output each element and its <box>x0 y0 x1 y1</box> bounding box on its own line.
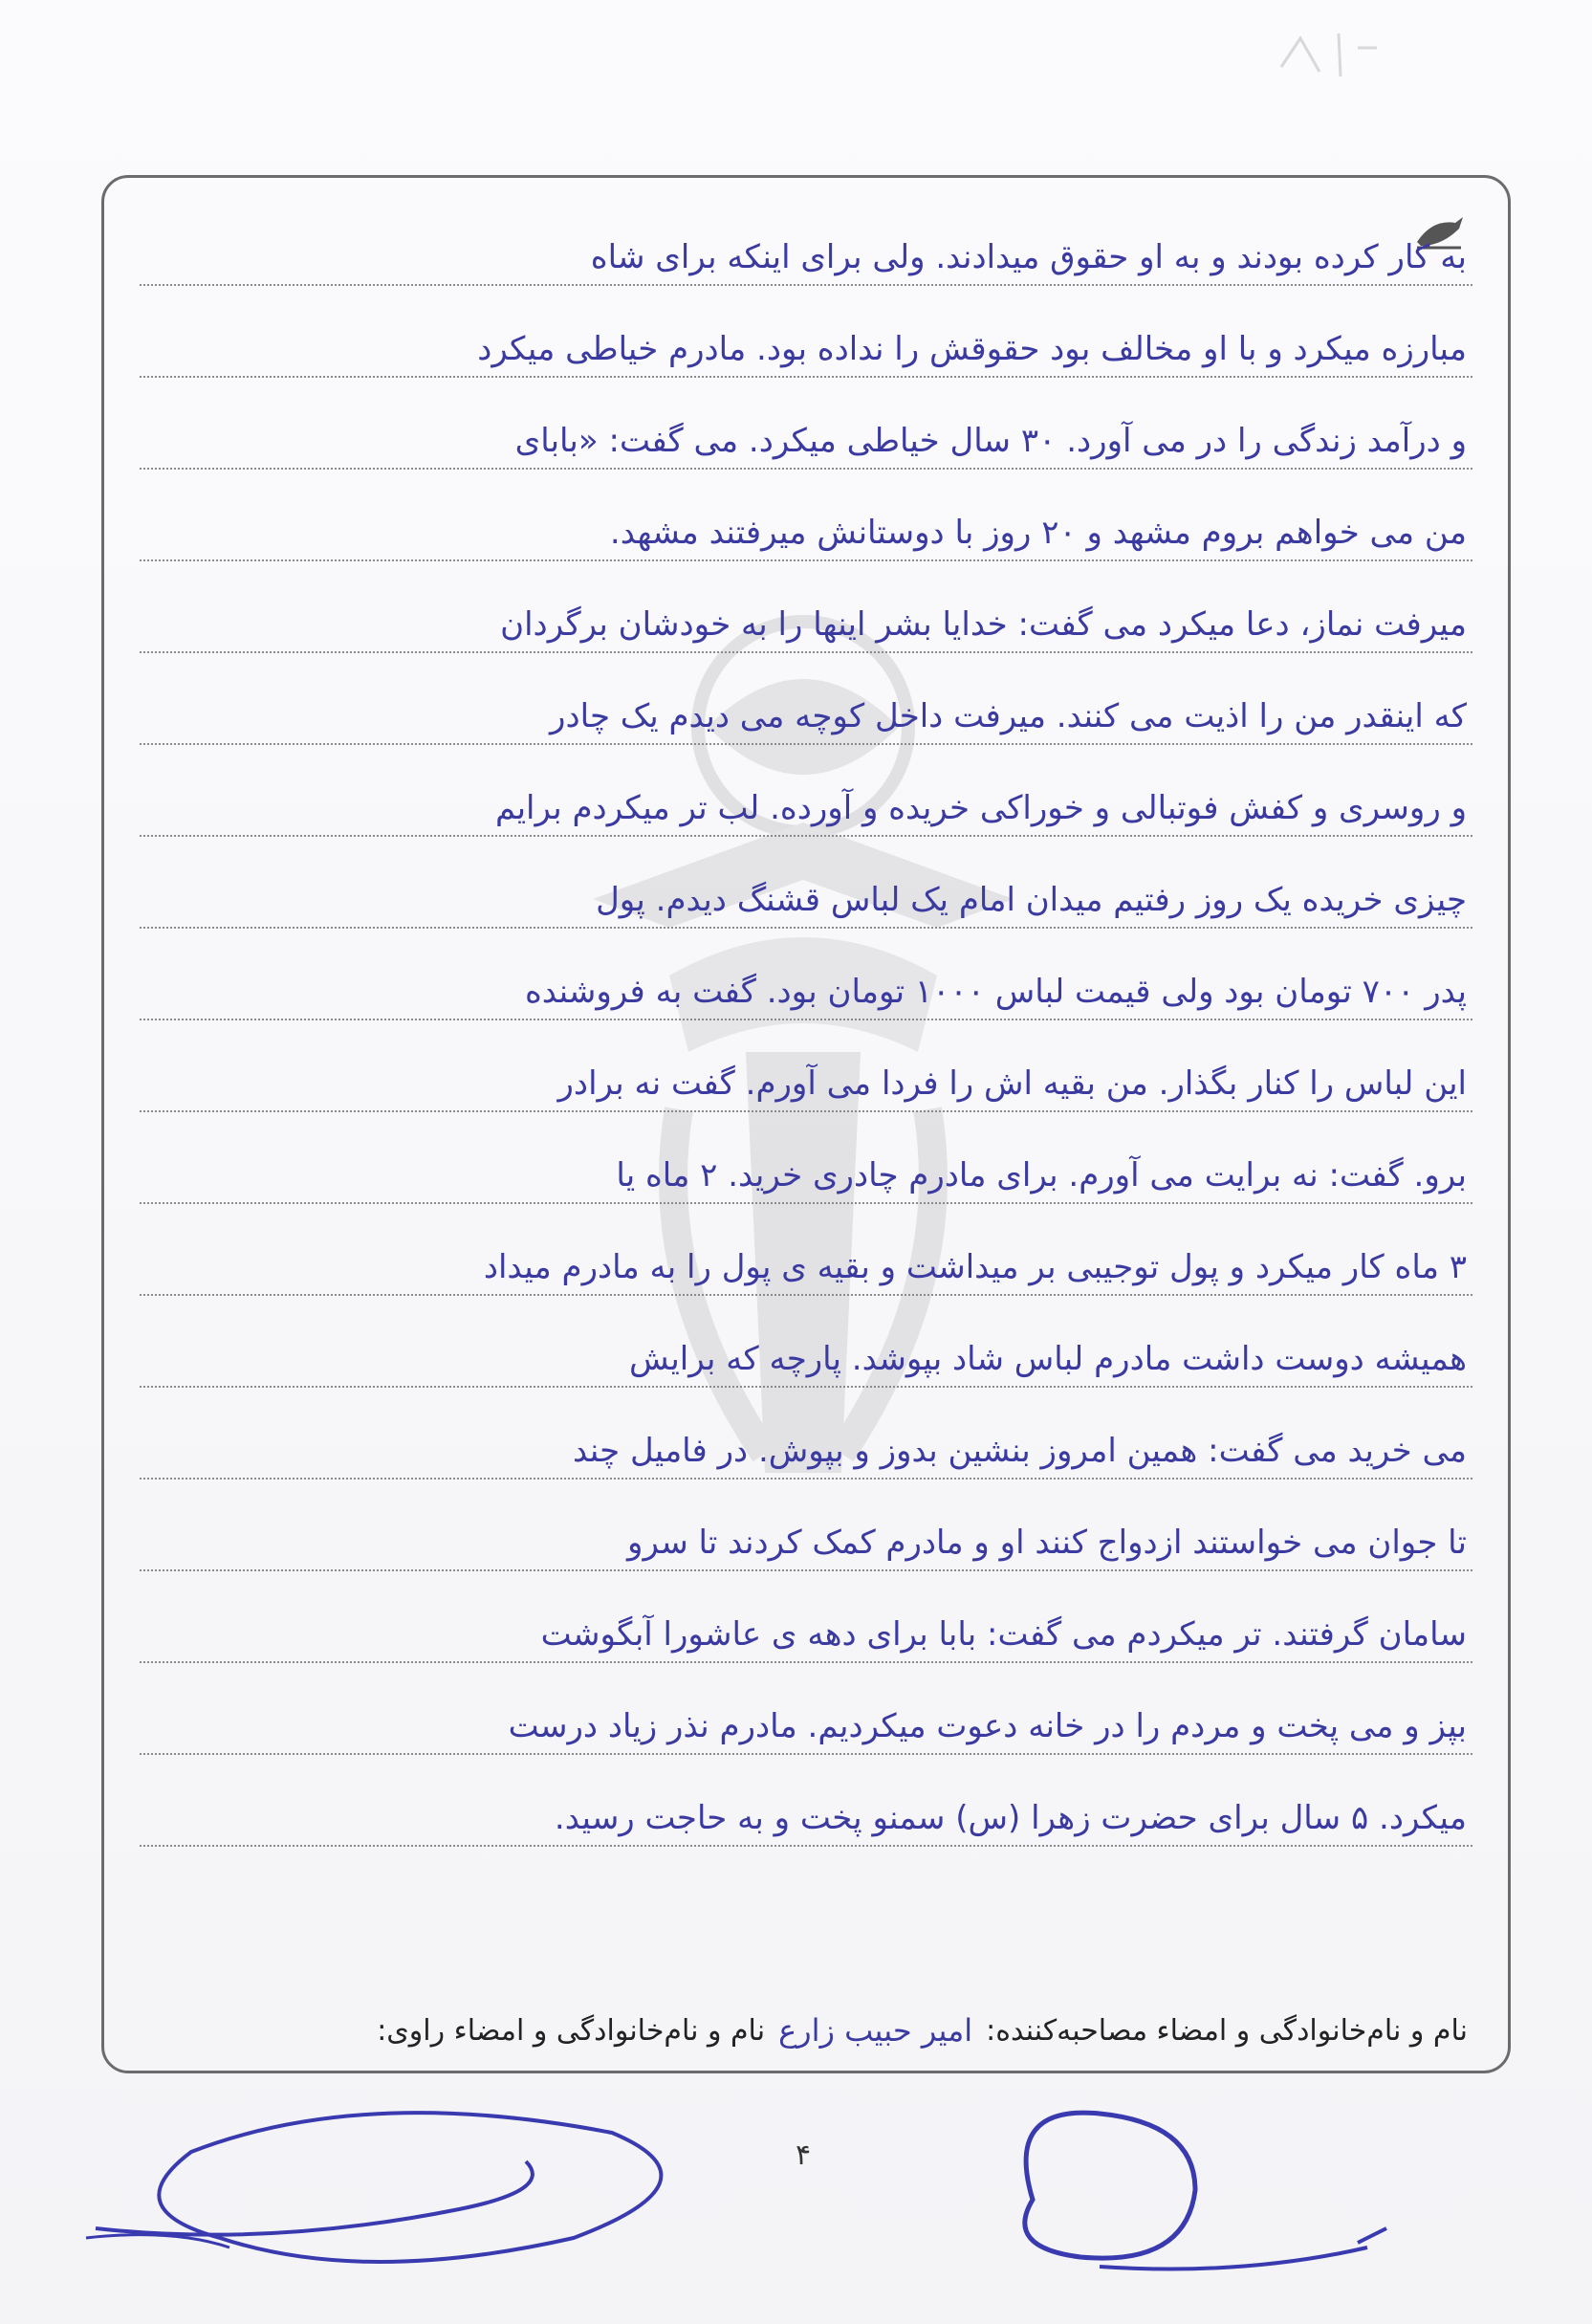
body-line <box>140 1388 1472 1480</box>
signature-footer <box>124 2006 1468 2054</box>
body-line-text: میرفت نماز، دعا میکرد می گفت: خدایا بشر اینها را به خودشان برگردان <box>500 605 1467 644</box>
body-line-text: من می خواهم بروم مشهد و ۲۰ روز با دوستانش میرفتند مشهد. <box>609 514 1467 552</box>
body-line-text: می خرید می گفت: همین امروز بنشین بدوز و بپوش. در فامیل چند <box>573 1432 1467 1470</box>
body-line-text: مبارزه میکرد و با او مخالف بود حقوقش را نداده بود. مادرم خیاطی میکرد <box>477 330 1467 368</box>
body-line <box>140 1296 1472 1388</box>
interviewer-name: امیر حبیب زارع <box>778 2012 973 2049</box>
interviewer-label: نام و نام‌خانوادگی و امضاء مصاحبه‌کننده: <box>986 2013 1468 2048</box>
body-line <box>140 1571 1472 1663</box>
body-line-text: همیشه دوست داشت مادرم لباس شاد بپوشد. پارچه که برایش <box>628 1340 1467 1378</box>
signature-left <box>76 2094 698 2286</box>
body-line-text: و درآمد زندگی را در می آورد. ۳۰ سال خیاطی میکرد. می گفت: «بابای <box>514 422 1467 460</box>
body-line <box>140 929 1472 1020</box>
body-line-text: به کار کرده بودند و به او حقوق میدادند. ولی برای اینکه برای شاه <box>590 238 1467 276</box>
body-line-text: که اینقدر من را اذیت می کنند. میرفت داخل کوچه می دیدم یک چادر <box>550 697 1467 735</box>
body-line-text: این لباس را کنار بگذار. من بقیه اش را فردا می آورم. گفت نه برادر <box>557 1064 1467 1103</box>
body-line-text: میکرد. ۵ سال برای حضرت زهرا (س) سمنو پخت و به حاجت رسید. <box>554 1799 1467 1837</box>
body-line <box>140 1663 1472 1755</box>
body-line-text: تا جوان می خواستند ازدواج کنند او و مادرم کمک کردند تا سرو <box>627 1524 1467 1562</box>
body-line-text: برو. گفت: نه برایت می آورم. برای مادرم چادری خرید. ۲ ماه یا <box>616 1156 1467 1195</box>
body-line <box>140 745 1472 837</box>
page-number: ۴ <box>795 2138 812 2172</box>
body-line <box>140 194 1472 286</box>
body-line-text: پدر ۷۰۰ تومان بود ولی قیمت لباس ۱۰۰۰ تومان بود. گفت به فروشنده <box>524 973 1467 1011</box>
body-line-text: ۳ ماه کار میکرد و پول توجیبی بر میداشت و بقیه ی پول را به مادرم میداد <box>483 1248 1467 1286</box>
handwritten-body <box>101 175 1511 2073</box>
body-line <box>140 837 1472 929</box>
body-line <box>140 1112 1472 1204</box>
body-line-text: سامان گرفتند. تر میکردم می گفت: بابا برای دهه ی عاشورا آبگوشت <box>540 1615 1467 1654</box>
body-line <box>140 470 1472 561</box>
body-line-text: بپز و می پخت و مردم را در خانه دعوت میکردیم. مادرم نذر زیاد درست <box>508 1707 1467 1745</box>
narrator-label: نام و نام‌خانوادگی و امضاء راوی: <box>377 2013 766 2048</box>
body-line-text: و روسری و کفش فوتبالی و خوراکی خریده و آورده. لب تر میکردم برایم <box>494 789 1467 827</box>
body-line <box>140 1204 1472 1296</box>
body-line <box>140 1480 1472 1571</box>
signature-right <box>908 2085 1406 2295</box>
body-line <box>140 286 1472 378</box>
faint-corner-mark <box>1272 19 1386 86</box>
body-line <box>140 1755 1472 1847</box>
body-line <box>140 1020 1472 1112</box>
body-line <box>140 561 1472 653</box>
body-line <box>140 653 1472 745</box>
body-line-text: چیزی خریده یک روز رفتیم میدان امام یک لباس قشنگ دیدم. پول <box>596 881 1467 919</box>
body-line <box>140 378 1472 470</box>
